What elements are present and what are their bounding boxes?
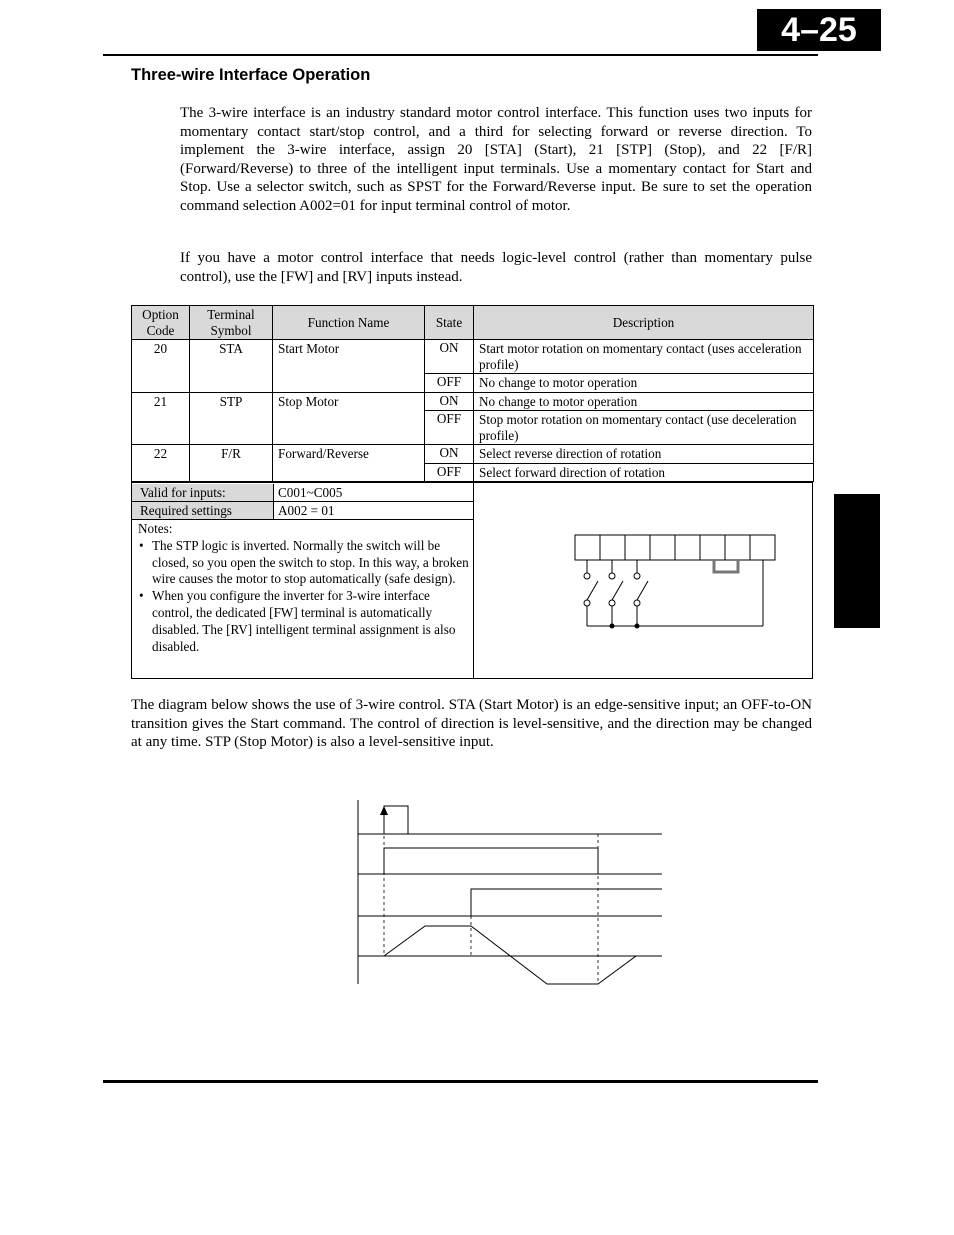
terminal-symbol: STA bbox=[190, 340, 273, 393]
section-title: Three-wire Interface Operation bbox=[131, 66, 371, 84]
table-row bbox=[132, 392, 814, 411]
state: ON bbox=[425, 445, 474, 464]
edge-arrow-icon bbox=[380, 806, 388, 815]
state: ON bbox=[425, 392, 474, 411]
terminal-symbol: STP bbox=[190, 392, 273, 445]
header-rule bbox=[103, 54, 818, 56]
description: No change to motor operation bbox=[474, 392, 814, 411]
header-state: State bbox=[425, 306, 474, 340]
settings-and-notes-box bbox=[131, 482, 813, 679]
header-description: Description bbox=[474, 306, 814, 340]
description: Start motor rotation on momentary contact (uses acceleration profile) bbox=[474, 340, 814, 374]
jumper-bar bbox=[714, 560, 738, 572]
required-settings-label: Required settings bbox=[132, 502, 274, 519]
option-code: 20 bbox=[132, 340, 190, 393]
function-name: Forward/Reverse bbox=[273, 445, 425, 482]
header-terminal-symbol: Terminal Symbol bbox=[190, 306, 273, 340]
timing-diagram bbox=[355, 798, 665, 988]
notes-list bbox=[138, 538, 470, 656]
switch-wiring bbox=[584, 560, 763, 626]
timing-axes bbox=[358, 800, 662, 984]
note-item: • When you configure the inverter for 3-wire interface control, the dedicated [FW] terminal is automatically disabled. The [RV] intelligent terminal assignment is also disabled. bbox=[138, 588, 470, 655]
option-code: 22 bbox=[132, 445, 190, 482]
box-divider bbox=[473, 483, 474, 678]
description: Select reverse direction of rotation bbox=[474, 445, 814, 464]
description: Select forward direction of rotation bbox=[474, 463, 814, 482]
terminal-symbol: F/R bbox=[190, 445, 273, 482]
table-header-row bbox=[132, 306, 814, 340]
wiring-diagram bbox=[572, 527, 782, 637]
header-function-name: Function Name bbox=[273, 306, 425, 340]
notes-title: Notes: bbox=[138, 521, 173, 536]
valid-inputs-value: C001~C005 bbox=[278, 485, 343, 500]
note-item: • The STP logic is inverted. Normally the switch will be closed, so you open the switch to stop. In this way, a broken wire causes the motor to stop automatically (safe design). bbox=[138, 538, 470, 588]
description: Stop motor rotation on momentary contact (use deceleration profile) bbox=[474, 411, 814, 445]
logic-level-paragraph: If you have a motor control interface that needs logic-level control (rather than momentary pulse control), use the [FW] and [RV] inputs instead. bbox=[180, 250, 812, 285]
footer-rule bbox=[103, 1080, 818, 1083]
required-settings-value: A002 = 01 bbox=[278, 503, 335, 518]
notes bbox=[138, 521, 470, 655]
sta-waveform bbox=[384, 806, 408, 834]
function-name: Start Motor bbox=[273, 340, 425, 393]
required-settings-row bbox=[132, 502, 473, 520]
state: OFF bbox=[425, 411, 474, 445]
state: ON bbox=[425, 340, 474, 374]
table-row bbox=[132, 445, 814, 464]
page-number: 4–25 bbox=[757, 9, 881, 51]
function-name: Stop Motor bbox=[273, 392, 425, 445]
terminal-block bbox=[575, 535, 775, 560]
stp-waveform bbox=[384, 848, 598, 874]
timing-waveforms bbox=[384, 806, 662, 984]
table-row bbox=[132, 340, 814, 374]
valid-inputs-row bbox=[132, 484, 473, 502]
diagram-intro-paragraph: The diagram below shows the use of 3-wire control. STA (Start Motor) is an edge-sensitive input; an OFF-to-ON transition gives the Start command. The control of direction is level-sensitive, and the direction may be changed at any time. STP (Stop Motor) is also a level-sensitive input. bbox=[131, 697, 812, 751]
state: OFF bbox=[425, 374, 474, 393]
header-option-code: Option Code bbox=[132, 306, 190, 340]
valid-inputs-label: Valid for inputs: bbox=[132, 484, 274, 501]
function-table bbox=[131, 305, 814, 482]
option-code: 21 bbox=[132, 392, 190, 445]
chapter-tab bbox=[834, 494, 880, 628]
timing-reference-lines bbox=[384, 812, 598, 984]
description: No change to motor operation bbox=[474, 374, 814, 393]
fr-waveform bbox=[471, 889, 662, 916]
intro-paragraph: The 3-wire interface is an industry standard motor control interface. This function uses two inputs for momentary contact start/stop control, and a third for selecting forward or reverse direction. To implement the 3-wire interface, assign 20 [STA] (Start), 21 [STP] (Stop), and 22 [F/R] (Forward/Reverse) to three of the intelligent input terminals. Use a momentary contact for Start and Stop. Use a selector switch, such as SPST for the Forward/Reverse input. Be sure to set the operation command selection A002=01 for input terminal control of motor. bbox=[180, 105, 812, 214]
state: OFF bbox=[425, 463, 474, 482]
